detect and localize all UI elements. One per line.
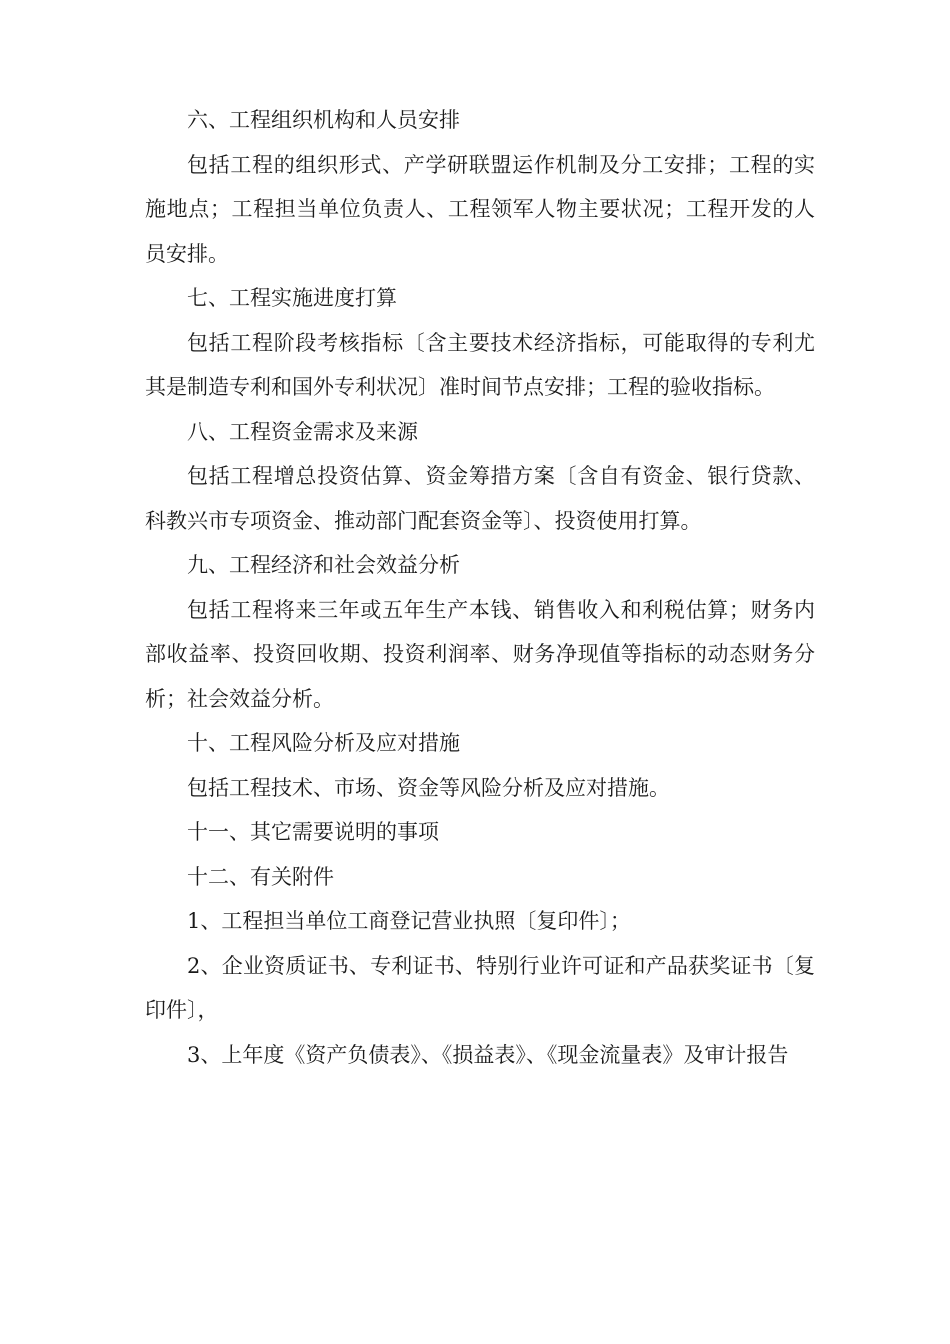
attachment-item-1: 1、工程担当单位工商登记营业执照〔复印件〕； — [187, 909, 631, 933]
section-heading-11: 十一、其它需要说明的事项 — [187, 820, 439, 844]
section-body-9: 包括工程将来三年或五年生产本钱、销售收入和利税估算；财务内部收益率、投资回收期、投资利润率、财务净现值等指标的动态财务分析；社会效益分析。 — [145, 597, 815, 711]
section-body-8: 包括工程增总投资估算、资金筹措方案〔含自有资金、银行贷款、科教兴市专项资金、推动部门配套资金等〕、投资使用打算。 — [145, 464, 815, 533]
section-heading-6: 六、工程组织机构和人员安排 — [187, 108, 460, 132]
section-heading-10: 十、工程风险分析及应对措施 — [187, 731, 460, 755]
document-body — [145, 98, 815, 1077]
section-heading-12: 十二、有关附件 — [187, 864, 334, 889]
attachment-item-2: 2、企业资质证书、专利证书、特别行业许可证和产品获奖证书〔复印件〕， — [145, 953, 815, 1022]
section-body-7: 包括工程阶段考核指标〔含主要技术经济指标，可能取得的专利尤其是制造专利和国外专利状况〕准时间节点安排；工程的验收指标。 — [145, 330, 815, 399]
attachment-item-3: 3、上年度《资产负债表》、《损益表》、《现金流量表》及审计报告 — [187, 1042, 789, 1067]
section-heading-8: 八、工程资金需求及来源 — [187, 419, 418, 444]
section-heading-7: 七、工程实施进度打算 — [187, 286, 397, 310]
section-body-6: 包括工程的组织形式、产学研联盟运作机制及分工安排；工程的实施地点；工程担当单位负责人、工程领军人物主要状况；工程开发的人员安排。 — [145, 152, 815, 266]
section-heading-9: 九、工程经济和社会效益分析 — [187, 553, 460, 577]
section-body-10: 包括工程技术、市场、资金等风险分析及应对措施。 — [187, 775, 670, 800]
